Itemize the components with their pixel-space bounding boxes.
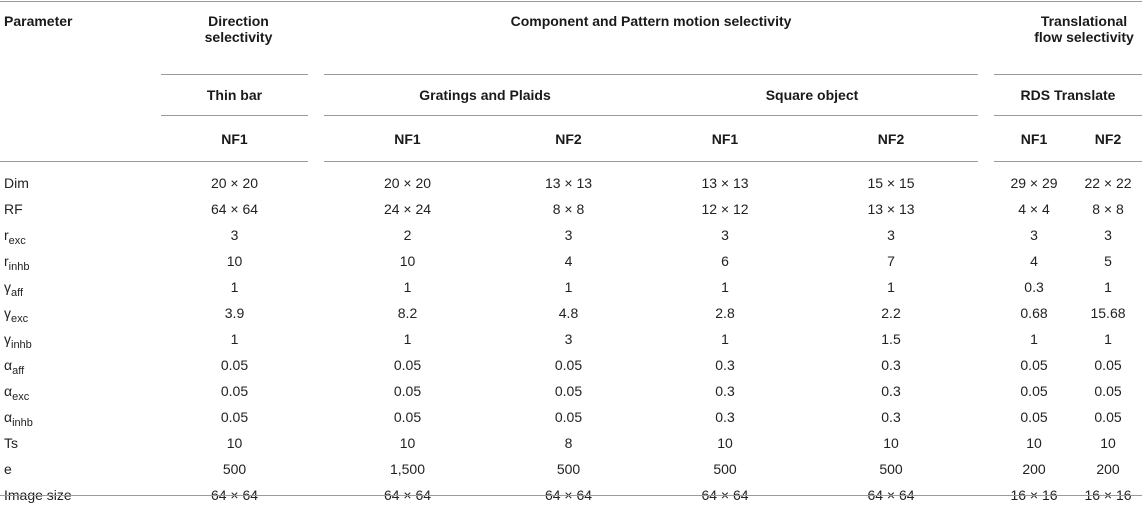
cell-value: 16 × 16 (986, 482, 1074, 508)
cell-value: 0.05 (1074, 404, 1142, 430)
cell-value: 0.3 (804, 378, 986, 404)
cell-value: 24 × 24 (316, 196, 491, 222)
cell-value: 0.3 (804, 352, 986, 378)
cell-value: 200 (1074, 456, 1142, 482)
parameter-subscript: inhb (9, 261, 30, 273)
header-col-nf: NF1 (161, 116, 316, 162)
parameter-subscript: inhb (11, 339, 32, 351)
cell-value: 0.05 (491, 404, 646, 430)
header-col-nf: NF1 (986, 116, 1074, 162)
cell-value: 1 (986, 326, 1074, 352)
header-row-stimuli (0, 75, 1142, 116)
cell-value: 3 (646, 222, 804, 248)
header-sub-square-object: Square object (646, 75, 986, 116)
cell-value: 5 (1074, 248, 1142, 274)
cell-value: 8 × 8 (1074, 196, 1142, 222)
cell-value: 20 × 20 (161, 162, 316, 197)
cell-value: 10 (316, 248, 491, 274)
header-sub-gratings-plaids: Gratings and Plaids (316, 75, 646, 116)
parameter-subscript: exc (9, 235, 26, 247)
cell-value: 12 × 12 (646, 196, 804, 222)
parameter-symbol: r (4, 227, 9, 243)
header-row-groups (0, 2, 1142, 75)
parameter-symbol: α (4, 383, 12, 399)
parameter-symbol: γ (4, 305, 11, 321)
cell-value: 0.05 (986, 352, 1074, 378)
cell-value: 3 (1074, 222, 1142, 248)
header-group-direction: Direction selectivity (161, 2, 316, 75)
cell-value: 7 (804, 248, 986, 274)
cell-value: 0.3 (646, 404, 804, 430)
cell-value: 0.05 (491, 378, 646, 404)
parameter-subscript: aff (11, 287, 23, 299)
parameter-symbol: α (4, 409, 12, 425)
cell-value: 64 × 64 (646, 482, 804, 508)
cell-value: 1 (1074, 274, 1142, 300)
cell-value: 64 × 64 (316, 482, 491, 508)
parameter-symbol: Ts (4, 435, 18, 451)
header-col-nf: NF1 (316, 116, 491, 162)
table-body (0, 162, 1142, 508)
cell-value: 15.68 (1074, 300, 1142, 326)
header-sub-rds-translate: RDS Translate (986, 75, 1142, 116)
header-col-nf: NF1 (646, 116, 804, 162)
cell-value: 4 (491, 248, 646, 274)
cell-value: 10 (161, 248, 316, 274)
cell-value: 13 × 13 (804, 196, 986, 222)
cell-value: 4 × 4 (986, 196, 1074, 222)
parameter-symbol: RF (4, 201, 23, 217)
cell-value: 1 (161, 274, 316, 300)
cell-value: 0.68 (986, 300, 1074, 326)
header-parameter: Parameter (0, 2, 161, 75)
header-col-nf: NF2 (1074, 116, 1142, 162)
parameter-table (0, 1, 1142, 508)
cell-value: 500 (804, 456, 986, 482)
parameter-symbol: γ (4, 331, 11, 347)
cell-value: 0.3 (986, 274, 1074, 300)
cell-value: 15 × 15 (804, 162, 986, 197)
cell-value: 0.05 (316, 378, 491, 404)
parameter-symbol: γ (4, 279, 11, 295)
cell-value: 0.3 (646, 352, 804, 378)
cell-value: 500 (491, 456, 646, 482)
cell-value: 0.05 (1074, 352, 1142, 378)
table-row (0, 456, 1142, 482)
cell-value: 1 (804, 274, 986, 300)
cell-value: 1 (646, 326, 804, 352)
parameter-symbol: Image size (4, 487, 72, 503)
cell-value: 10 (986, 430, 1074, 456)
cell-value: 64 × 64 (161, 482, 316, 508)
parameter-symbol: Dim (4, 175, 29, 191)
table-bottom-rule (0, 495, 1142, 496)
cell-value: 4 (986, 248, 1074, 274)
parameter-subscript: aff (12, 365, 24, 377)
cell-value: 8 (491, 430, 646, 456)
parameter-name (0, 162, 161, 197)
parameter-symbol: e (4, 461, 12, 477)
parameter-subscript: inhb (12, 417, 33, 429)
cell-value: 1 (1074, 326, 1142, 352)
cell-value: 0.05 (316, 352, 491, 378)
table-row (0, 162, 1142, 197)
cell-value: 13 × 13 (646, 162, 804, 197)
parameter-symbol: α (4, 357, 12, 373)
cell-value: 64 × 64 (161, 196, 316, 222)
cell-value: 1 (316, 274, 491, 300)
cell-value: 1 (161, 326, 316, 352)
parameter-name (0, 456, 161, 482)
parameter-subscript: exc (12, 391, 29, 403)
table-row (0, 222, 1142, 248)
cell-value: 64 × 64 (804, 482, 986, 508)
parameter-name (0, 300, 161, 326)
table-row (0, 378, 1142, 404)
table-row (0, 352, 1142, 378)
table-row (0, 196, 1142, 222)
parameter-name (0, 196, 161, 222)
cell-value: 2.2 (804, 300, 986, 326)
cell-value: 3 (804, 222, 986, 248)
cell-value: 29 × 29 (986, 162, 1074, 197)
parameter-name (0, 326, 161, 352)
cell-value: 0.05 (161, 378, 316, 404)
cell-value: 0.05 (1074, 378, 1142, 404)
cell-value: 2 (316, 222, 491, 248)
cell-value: 0.05 (491, 352, 646, 378)
cell-value: 2.8 (646, 300, 804, 326)
cell-value: 64 × 64 (491, 482, 646, 508)
cell-value: 16 × 16 (1074, 482, 1142, 508)
cell-value: 0.05 (986, 404, 1074, 430)
parameter-name (0, 248, 161, 274)
cell-value: 0.3 (646, 378, 804, 404)
table-row (0, 404, 1142, 430)
cell-value: 3.9 (161, 300, 316, 326)
cell-value: 500 (646, 456, 804, 482)
header-group-translational: Translational flow selectivity (986, 2, 1142, 75)
parameter-name (0, 222, 161, 248)
cell-value: 500 (161, 456, 316, 482)
table-row (0, 274, 1142, 300)
cell-value: 3 (491, 222, 646, 248)
parameter-name (0, 430, 161, 456)
cell-value: 1,500 (316, 456, 491, 482)
cell-value: 10 (804, 430, 986, 456)
table-row (0, 326, 1142, 352)
cell-value: 8.2 (316, 300, 491, 326)
cell-value: 13 × 13 (491, 162, 646, 197)
cell-value: 200 (986, 456, 1074, 482)
cell-value: 0.05 (316, 404, 491, 430)
parameter-name (0, 274, 161, 300)
table-row (0, 248, 1142, 274)
cell-value: 10 (1074, 430, 1142, 456)
cell-value: 0.05 (161, 404, 316, 430)
header-row-fields (0, 116, 1142, 162)
cell-value: 4.8 (491, 300, 646, 326)
cell-value: 1.5 (804, 326, 986, 352)
cell-value: 1 (491, 274, 646, 300)
parameter-subscript: exc (11, 313, 28, 325)
header-group-component-pattern: Component and Pattern motion selectivity (316, 2, 986, 75)
parameter-name (0, 378, 161, 404)
parameter-symbol: r (4, 253, 9, 269)
header-col-nf: NF2 (491, 116, 646, 162)
header-sub-thin-bar: Thin bar (161, 75, 316, 116)
cell-value: 1 (646, 274, 804, 300)
cell-value: 20 × 20 (316, 162, 491, 197)
cell-value: 1 (316, 326, 491, 352)
cell-value: 3 (161, 222, 316, 248)
cell-value: 0.05 (986, 378, 1074, 404)
cell-value: 6 (646, 248, 804, 274)
cell-value: 22 × 22 (1074, 162, 1142, 197)
table-row (0, 430, 1142, 456)
cell-value: 10 (646, 430, 804, 456)
cell-value: 0.05 (161, 352, 316, 378)
cell-value: 3 (491, 326, 646, 352)
cell-value: 0.3 (804, 404, 986, 430)
parameter-name (0, 352, 161, 378)
cell-value: 3 (986, 222, 1074, 248)
cell-value: 10 (161, 430, 316, 456)
table-row (0, 300, 1142, 326)
cell-value: 8 × 8 (491, 196, 646, 222)
cell-value: 10 (316, 430, 491, 456)
parameter-name (0, 404, 161, 430)
header-col-nf: NF2 (804, 116, 986, 162)
